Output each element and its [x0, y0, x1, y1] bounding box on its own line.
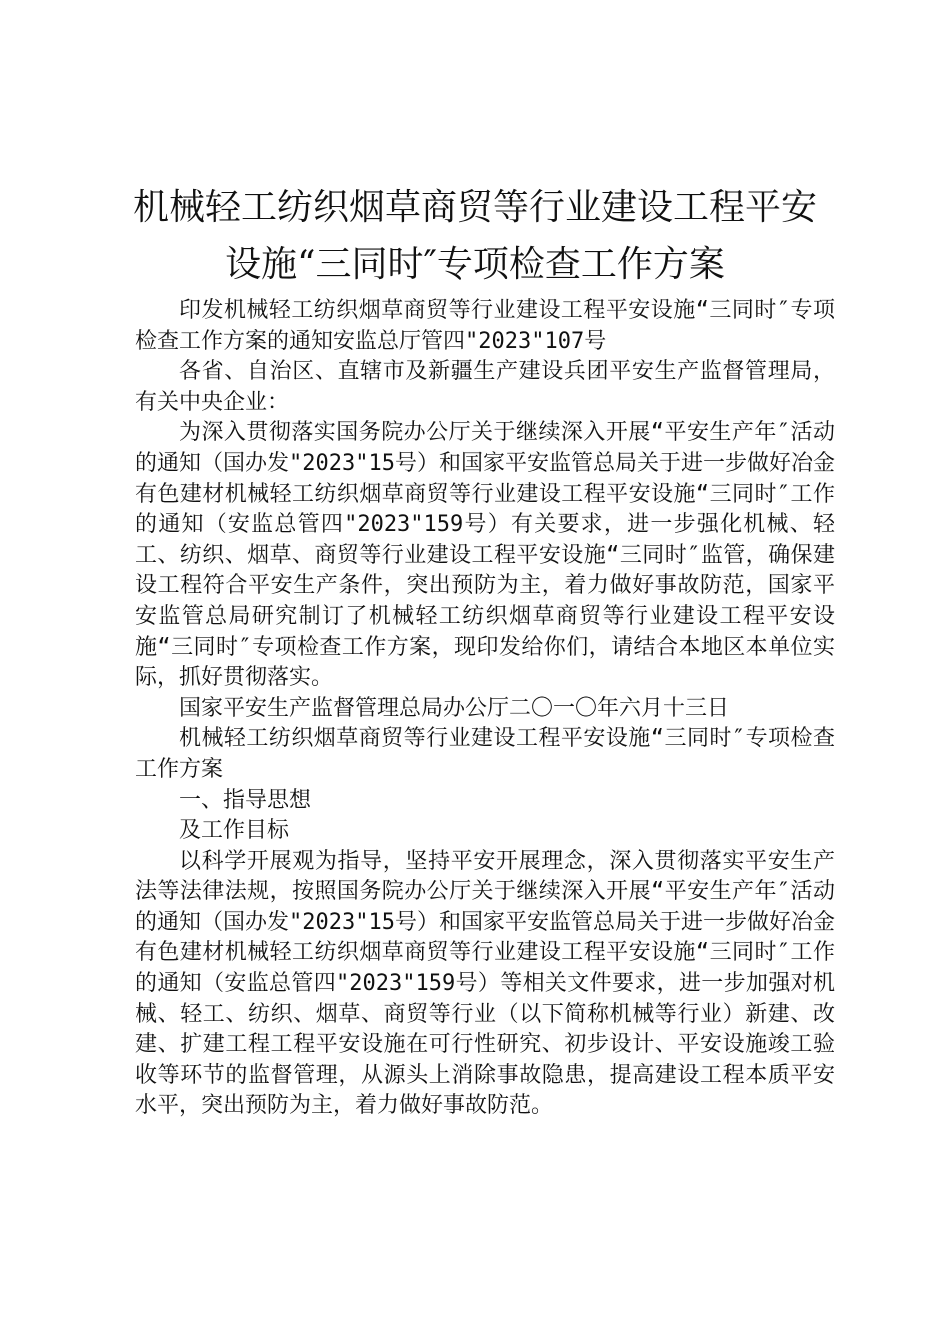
issuer-date-paragraph: 国家平安生产监督管理总局办公厅二〇一〇年六月十三日 — [179, 695, 730, 721]
notice-heading-paragraph: 印发机械轻工纺织烟草商贸等行业建设工程平安设施“三同时″专项检查工作方案的通知安监总厅管四"2023"107号 — [135, 298, 835, 354]
section-heading-work-goals: 及工作目标 — [179, 818, 290, 844]
document-title-line-2: 设施“三同时″专项检查工作方案 — [225, 244, 725, 285]
addressee-paragraph: 各省、自治区、直辖市及新疆生产建设兵团平安生产监督管理局，有关中央企业： — [135, 359, 835, 415]
plan-title-paragraph: 机械轻工纺织烟草商贸等行业建设工程平安设施“三同时″专项检查工作方案 — [135, 726, 835, 782]
document-body — [135, 296, 835, 1122]
notice-body-paragraph: 为深入贯彻落实国务院办公厅关于继续深入开展“平安生产年″活动的通知（国办发"2023"15号）和国家平安监管总局关于进一步做好冶金有色建材机械轻工纺织烟草商贸等行业建设工程平安设施“三同时″工作的通知（安监总管四"2023"159号）有关要求，进一步强化机械、轻工、纺织、烟草、商贸等行业建设工程平安设施“三同时″监管，确保建设工程符合平安生产条件，突出预防为主，着力做好事故防范，国家平安监管总局研究制订了机械轻工纺织烟草商贸等行业建设工程平安设施“三同时″专项检查工作方案，现印发给你们，请结合本地区本单位实际，抓好贯彻落实。 — [135, 420, 835, 691]
guiding-ideology-paragraph: 以科学开展观为指导，坚持平安开展理念，深入贯彻落实平安生产法等法律法规，按照国务院办公厅关于继续深入开展“平安生产年″活动的通知（国办发"2023"15号）和国家平安监管总局关于进一步做好冶金有色建材机械轻工纺织烟草商贸等行业建设工程平安设施“三同时″工作的通知（安监总管四"2023"159号）等相关文件要求，进一步加强对机械、轻工、纺织、烟草、商贸等行业（以下简称机械等行业）新建、改建、扩建工程工程平安设施在可行性研究、初步设计、平安设施竣工验收等环节的监督管理，从源头上消除事故隐患，提高建设工程本质平安水平，突出预防为主，着力做好事故防范。 — [135, 848, 835, 1119]
document-title-line-1: 机械轻工纺织烟草商贸等行业建设工程平安 — [132, 187, 817, 228]
section-heading-guiding-ideology: 一、指导思想 — [179, 787, 312, 813]
